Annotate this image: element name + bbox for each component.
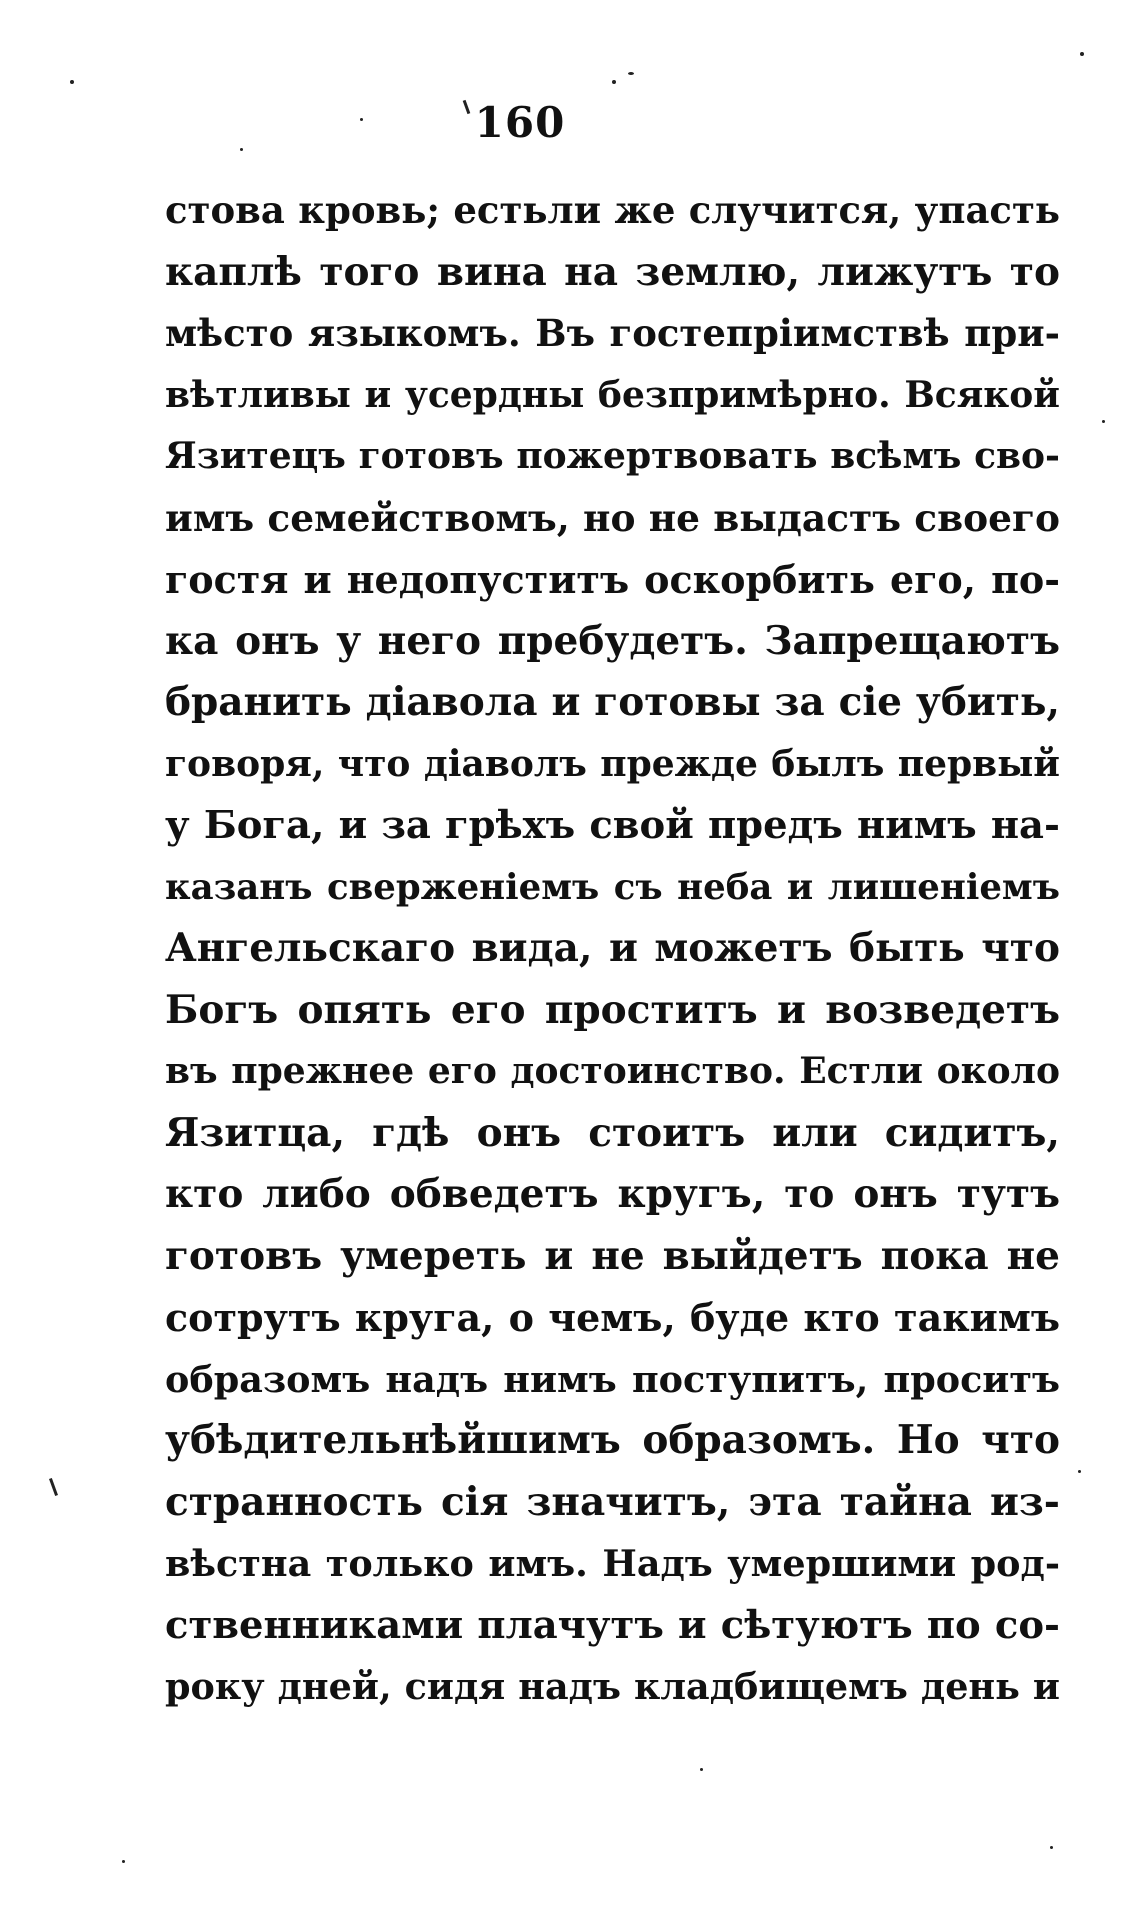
text-line: у Бога, и за грѣхъ свой предъ нимъ на- xyxy=(165,803,1060,848)
text-line: року дней, сидя надъ кладбищемъ день и xyxy=(165,1665,1060,1708)
scan-speck xyxy=(612,80,616,84)
text-line: образомъ надъ нимъ поступитъ, проситъ xyxy=(165,1357,1060,1401)
text-line: ка онъ у него пребудетъ. Запрещаютъ xyxy=(165,617,1060,664)
text-line: сотрутъ круга, о чемъ, буде кто такимъ xyxy=(165,1295,1060,1340)
text-line: кто либо обведетъ кругъ, то онъ тутъ xyxy=(165,1171,1060,1217)
text-line: готовъ умереть и не выйдетъ пока не xyxy=(165,1232,1060,1279)
text-line: Язитецъ готовъ пожертвовать всѣмъ сво- xyxy=(165,435,1060,477)
body-text xyxy=(165,180,1060,1718)
scan-speck xyxy=(700,1768,703,1771)
text-line: мѣсто языкомъ. Въ гостепріимствѣ при- xyxy=(165,311,1060,355)
text-line: Богъ опять его проститъ и возведетъ xyxy=(165,986,1060,1033)
text-line: каплѣ того вина на землю, лижутъ то xyxy=(165,248,1060,295)
text-line: имъ семействомъ, но не выдастъ своего xyxy=(165,495,1060,540)
text-line: бранить діавола и готовы за сіе убить, xyxy=(165,679,1060,725)
text-line: Язитца, гдѣ онъ стоитъ или сидитъ, xyxy=(165,1109,1060,1156)
scan-speck xyxy=(1078,1470,1081,1473)
text-line: Ангельскаго вида, и можетъ быть что xyxy=(165,925,1060,971)
text-line: говоря, что діаволъ прежде былъ первый xyxy=(165,742,1060,785)
scan-speck xyxy=(240,148,243,151)
scan-speck xyxy=(122,1860,125,1863)
scan-speck xyxy=(1080,52,1084,56)
scan-speck xyxy=(628,72,634,75)
page-number: 160 xyxy=(474,98,566,147)
text-line: странность сія значитъ, эта тайна из- xyxy=(165,1478,1060,1525)
scan-speck xyxy=(70,80,74,84)
scan-mark xyxy=(49,1478,58,1496)
scan-speck xyxy=(1050,1846,1053,1849)
text-line: ственниками плачутъ и сѣтуютъ по со- xyxy=(165,1602,1060,1648)
text-line: казанъ сверженіемъ съ неба и лишеніемъ xyxy=(165,866,1060,908)
text-line: убѣдительнѣйшимъ образомъ. Но что xyxy=(165,1417,1060,1463)
text-line: гостя и недопуститъ оскорбить его, по- xyxy=(165,557,1060,602)
scan-speck xyxy=(1102,420,1105,423)
text-line: вѣстна только имъ. Надъ умершими род- xyxy=(165,1542,1060,1585)
text-line: въ прежнее его достоинство. Естли около xyxy=(165,1050,1060,1092)
text-line: стова кровь; естьли же случится, упасть xyxy=(165,188,1060,232)
text-line: вѣтливы и усердны безпримѣрно. Всякой xyxy=(165,373,1060,416)
